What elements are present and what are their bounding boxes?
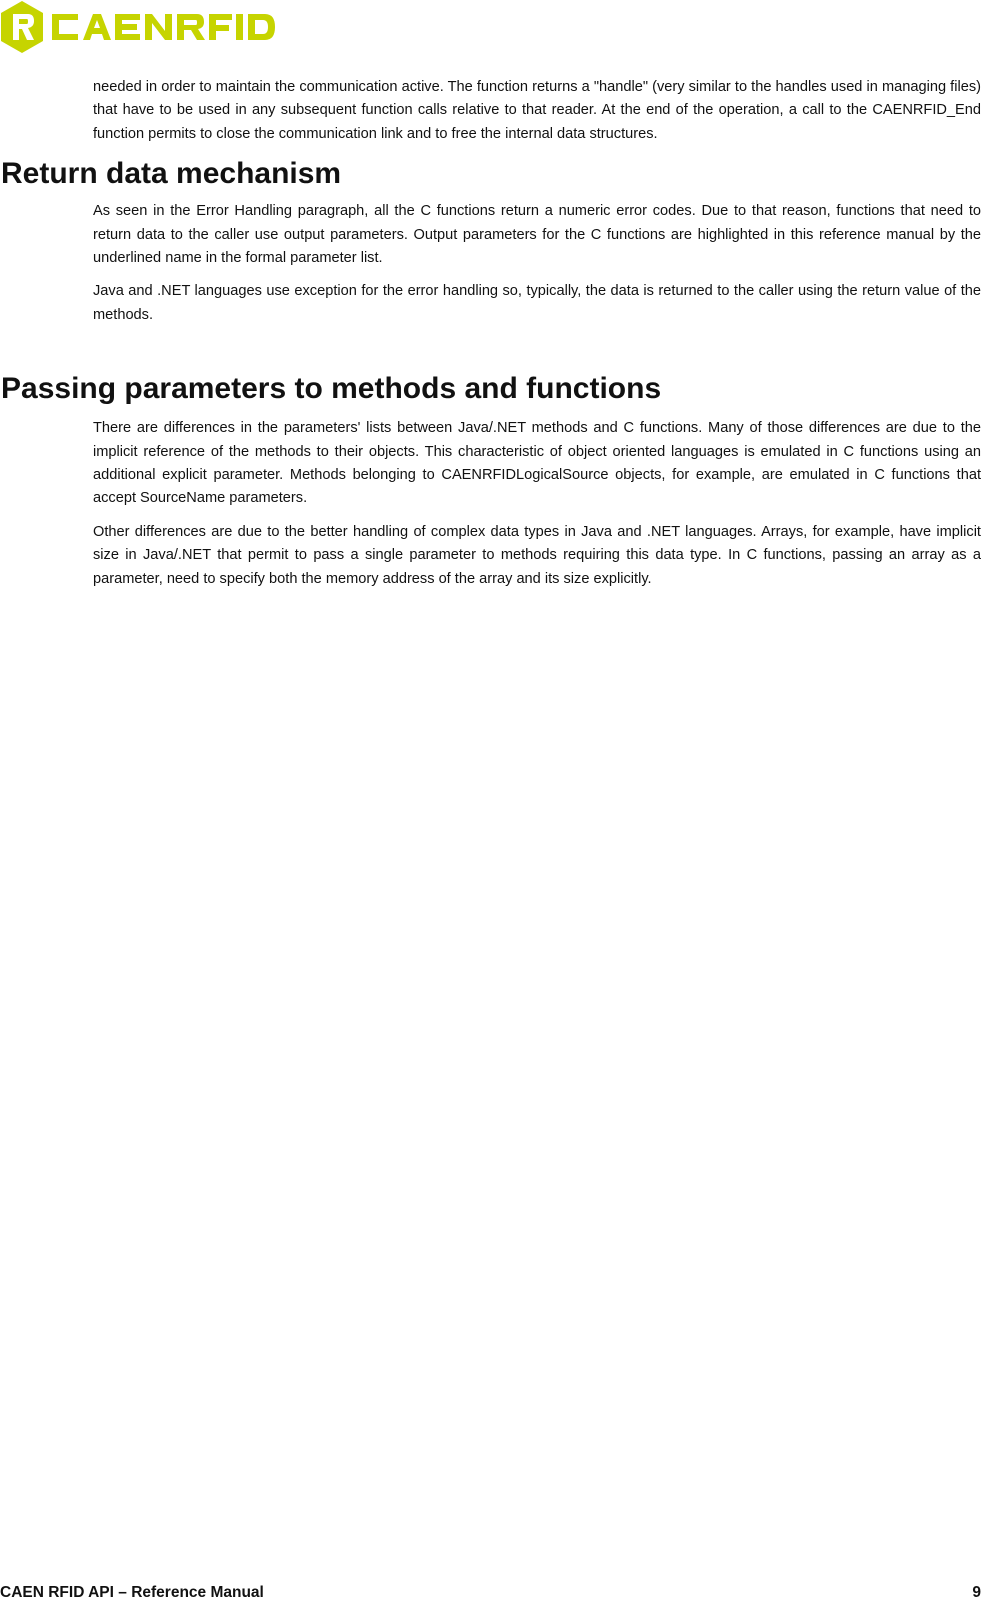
section-heading-return-data: Return data mechanism	[1, 157, 342, 191]
caenrfid-logo	[0, 0, 276, 56]
footer-document-title: CAEN RFID API – Reference Manual	[0, 1584, 264, 1601]
footer-page-number: 9	[972, 1584, 981, 1601]
section-heading-passing-parameters: Passing parameters to methods and functions	[1, 372, 662, 406]
intro-paragraph: needed in order to maintain the communication active. The function returns a "handle" (very similar to the handles used in managing files) that have to be used in any subsequent function calls relative to that reader. At the end of the operation, a call to the CAENRFID_End function permits to close the communication link and to free the internal data structures.	[93, 79, 981, 142]
passing-parameters-paragraph-1: There are differences in the parameters' lists between Java/.NET methods and C functions. Many of those differences are due to the implicit reference of the methods to their objects. This characteristic of object oriented languages is emulated in C functions using an additional explicit parameter. Methods belonging to CAENRFIDLogicalSource objects, for example, are emulated in C functions that accept SourceName parameters.	[93, 420, 981, 507]
passing-parameters-paragraph-2: Other differences are due to the better handling of complex data types in Java and .NET languages. Arrays, for example, have implicit size in Java/.NET that permit to pass a single parameter to methods requiring this data type. In C functions, passing an array as a parameter, need to specify both the memory address of the array and its size explicitly.	[93, 523, 981, 587]
return-data-paragraph-1: As seen in the Error Handling paragraph, all the C functions return a numeric error codes. Due to that reason, functions that need to return data to the caller use output parameters. Output parameters for the C functions are highlighted in this reference manual by the underlined name in the formal parameter list.	[93, 203, 981, 267]
return-data-paragraph-2: Java and .NET languages use exception for the error handling so, typically, the data is returned to the caller using the return value of the methods.	[93, 283, 981, 323]
page-content	[0, 76, 1003, 601]
